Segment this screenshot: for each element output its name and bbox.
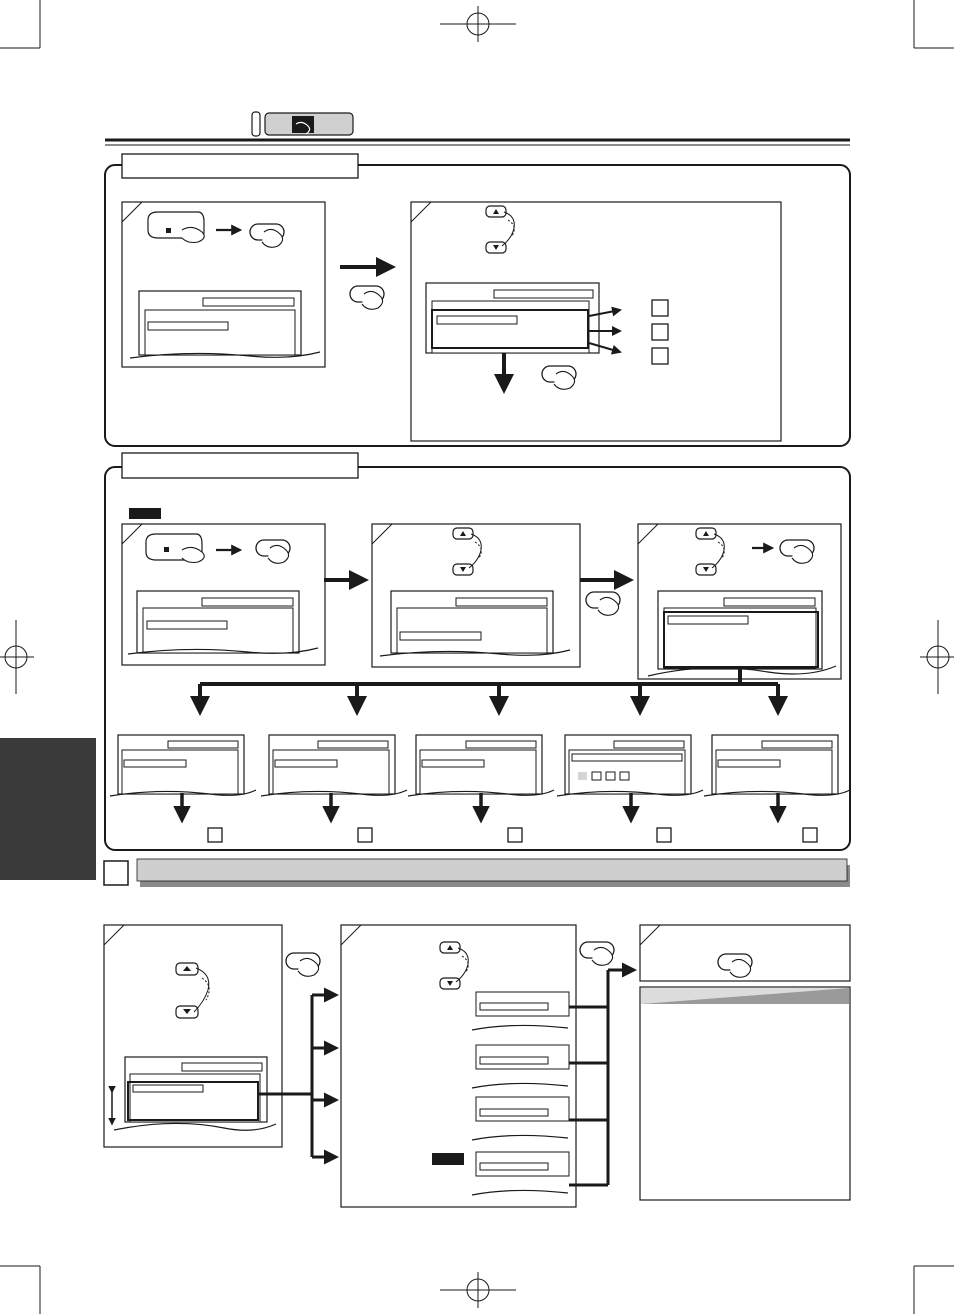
black-label-badge bbox=[129, 508, 161, 519]
side-tab bbox=[0, 738, 96, 880]
section-1-panel bbox=[105, 154, 850, 446]
remote-button-icon bbox=[580, 942, 614, 965]
section-3-header bbox=[104, 859, 850, 887]
section-1-step-2 bbox=[411, 202, 781, 441]
stop-button-icon bbox=[148, 212, 204, 243]
section-2-step-3 bbox=[638, 524, 841, 679]
section-3-step-1 bbox=[104, 925, 282, 1147]
section-2-step-2 bbox=[372, 524, 580, 667]
section-2-step-1 bbox=[122, 524, 325, 665]
screen-mock bbox=[130, 291, 320, 358]
section-3-step-3 bbox=[640, 925, 850, 981]
section-3-step-2 bbox=[341, 925, 576, 1207]
black-label-badge bbox=[432, 1153, 464, 1165]
remote-hand-icon bbox=[252, 112, 353, 136]
ref-box bbox=[652, 348, 668, 364]
page-header bbox=[105, 112, 850, 145]
merge-arrows bbox=[569, 970, 634, 1185]
section-2-panel bbox=[105, 453, 850, 850]
ref-box bbox=[652, 300, 668, 316]
note-box bbox=[640, 987, 850, 1200]
ref-box bbox=[652, 324, 668, 340]
section-1-step-1 bbox=[122, 202, 325, 367]
remote-button-icon bbox=[286, 953, 320, 976]
